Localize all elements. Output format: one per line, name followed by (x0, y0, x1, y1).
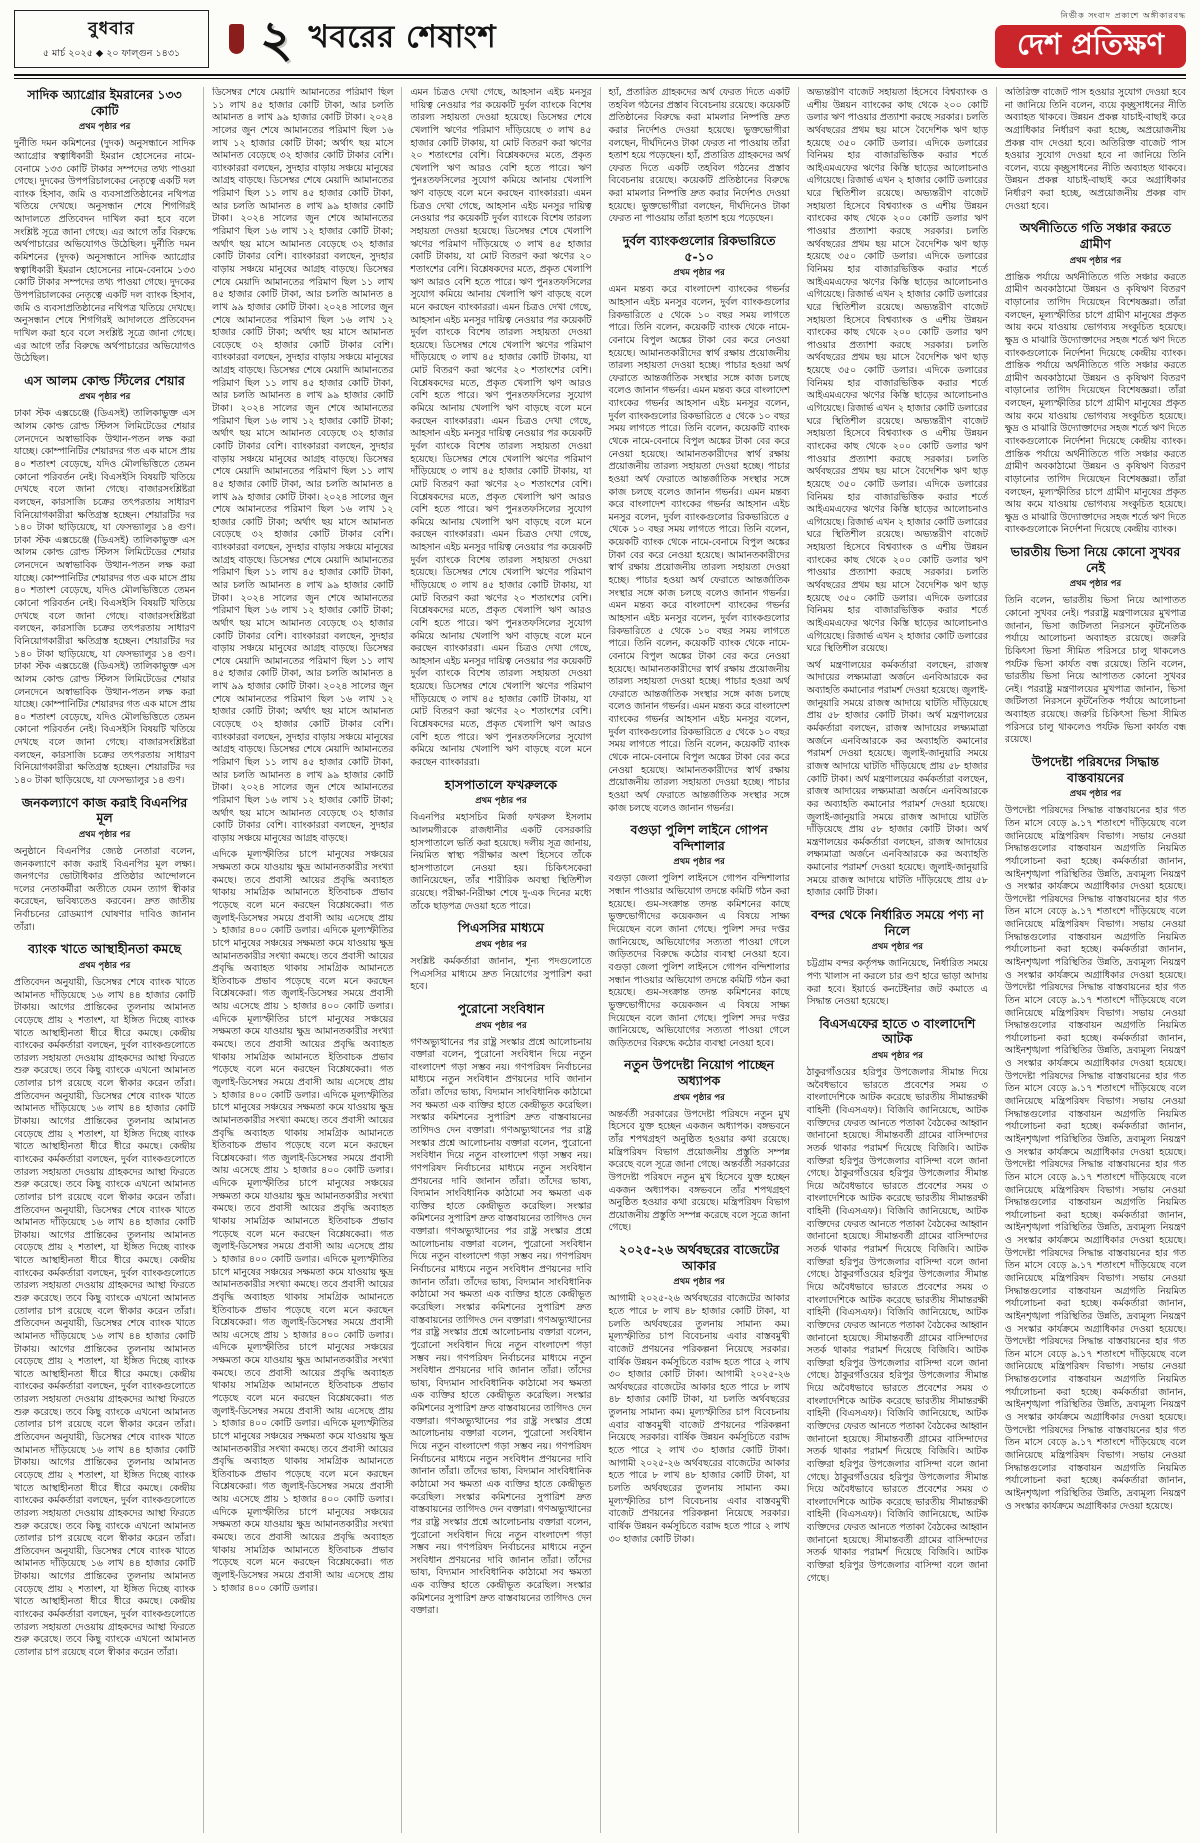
article-body: ঢাকা স্টক এক্সচেঞ্জে (ডিএসই) তালিকাভুক্ত এস আলম কোল্ড রোল্ড স্টিলস লিমিটেডের শেয়ার লেনদেনে অস্বাভাবিক উত্থান-পতন লক্ষ করা যাচ্ছে। কোম্পানিটির শেয়ারদর গত এক মাসে প্রায় ৪০ শতাংশ বেড়েছে, যদিও মৌলভিত্তিতে তেমন কোনো পরিবর্তন নেই। বিএসইসি বিষয়টি খতিয়ে দেখছে বলে জানা গেছে। বাজারসংশ্লিষ্টরা বলছেন, কারসাজি চক্রের তৎপরতায় সাধারণ বিনিয়োগকারীরা ক্ষতিগ্রস্ত হচ্ছেন। শেয়ারটির দর ১৪০ টাকা ছাড়িয়েছে, যা ফেসভ্যালুর ১৪ গুণ। ঢাকা স্টক এক্সচেঞ্জে (ডিএসই) তালিকাভুক্ত এস আলম কোল্ড রোল্ড স্টিলস লিমিটেডের শেয়ার লেনদেনে অস্বাভাবিক উত্থান-পতন লক্ষ করা যাচ্ছে। কোম্পানিটির শেয়ারদর গত এক মাসে প্রায় ৪০ শতাংশ বেড়েছে, যদিও মৌলভিত্তিতে তেমন কোনো পরিবর্তন নেই। বিএসইসি বিষয়টি খতিয়ে দেখছে বলে জানা গেছে। বাজারসংশ্লিষ্টরা বলছেন, কারসাজি চক্রের তৎপরতায় সাধারণ বিনিয়োগকারীরা ক্ষতিগ্রস্ত হচ্ছেন। শেয়ারটির দর ১৪০ টাকা ছাড়িয়েছে, যা ফেসভ্যালুর ১৪ গুণ। ঢাকা স্টক এক্সচেঞ্জে (ডিএসই) তালিকাভুক্ত এস আলম কোল্ড রোল্ড স্টিলস লিমিটেডের শেয়ার লেনদেনে অস্বাভাবিক উত্থান-পতন লক্ষ করা যাচ্ছে। কোম্পানিটির শেয়ারদর গত এক মাসে প্রায় ৪০ শতাংশ বেড়েছে, যদিও মৌলভিত্তিতে তেমন কোনো পরিবর্তন নেই। বিএসইসি বিষয়টি খতিয়ে দেখছে বলে জানা গেছে। বাজারসংশ্লিষ্টরা বলছেন, কারসাজি চক্রের তৎপরতায় সাধারণ বিনিয়োগকারীরা ক্ষতিগ্রস্ত হচ্ছেন। শেয়ারটির দর ১৪০ টাকা ছাড়িয়েছে, যা ফেসভ্যালুর ১৪ গুণ। (14, 408, 196, 786)
article (807, 1016, 988, 1586)
article (14, 87, 195, 366)
page-header (14, 10, 1186, 68)
article-headline: জনকল্যাণে কাজ করাই বিএনপির মূল (21, 794, 188, 826)
continued-from-label: প্রথম পৃষ্ঠার পর (1069, 255, 1122, 266)
article-headline: ভারতীয় ভিসা নিয়ে কোনো সুখবর নেই (1010, 544, 1181, 575)
continued-from-label: প্রথম পৃষ্ঠার পর (78, 829, 131, 840)
article-body: তিনি বলেন, ভারতীয় ভিসা নিয়ে আপাতত কোনো সুখবর নেই। পররাষ্ট্র মন্ত্রণালয়ের মুখপাত্র জানান, ভিসা জটিলতা নিরসনে কূটনৈতিক পর্যায়ে আলোচনা অব্যাহত রয়েছে। জরুরি চিকিৎসা ভিসা সীমিত পরিসরে চালু থাকলেও পর্যটক ভিসা কার্যত বন্ধ রয়েছে। তিনি বলেন, ভারতীয় ভিসা নিয়ে আপাতত কোনো সুখবর নেই। পররাষ্ট্র মন্ত্রণালয়ের মুখপাত্র জানান, ভিসা জটিলতা নিরসনে কূটনৈতিক পর্যায়ে আলোচনা অব্যাহত রয়েছে। জরুরি চিকিৎসা ভিসা সীমিত পরিসরে চালু থাকলেও পর্যটক ভিসা কার্যত বন্ধ রয়েছে। (1004, 595, 1186, 746)
ornament-icon (229, 24, 244, 54)
continued-from-label: প্রথম পৃষ্ঠার পর (673, 268, 725, 279)
article-headline: বিএসএফের হাতে ৩ বাংলাদেশি আটক (819, 1015, 976, 1047)
article-body: অতিরিক্ত বাজেট পাস হওয়ার সুযোগ দেওয়া হবে না জানিয়ে তিনি বলেন, ব্যয়ে কৃচ্ছ্রসাধনের নীতি অব্যাহত থাকবে। উন্নয়ন প্রকল্প যাচাই-বাছাই করে অগ্রাধিকার নির্ধারণ করা হচ্ছে, অপ্রয়োজনীয় প্রকল্প বাদ দেওয়া হবে। অতিরিক্ত বাজেট পাস হওয়ার সুযোগ দেওয়া হবে না জানিয়ে তিনি বলেন, ব্যয়ে কৃচ্ছ্রসাধনের নীতি অব্যাহত থাকবে। উন্নয়ন প্রকল্প যাচাই-বাছাই করে অগ্রাধিকার নির্ধারণ করা হচ্ছে, অপ্রয়োজনীয় প্রকল্প বাদ দেওয়া হবে। (1004, 87, 1186, 212)
masthead-tagline: নির্ভীক সংবাদ প্রকাশে অঙ্গীকারবদ্ধ (1060, 10, 1186, 20)
article (410, 1001, 591, 1618)
article (609, 822, 790, 1050)
article-body: বগুড়া জেলা পুলিশ লাইনসে গোপন বন্দিশালার সন্ধান পাওয়ার অভিযোগ তদন্তে কমিটি গঠন করা হয়েছে। গুম-সংক্রান্ত তদন্ত কমিশনের কাছে ভুক্তভোগীদের কয়েকজন এ বিষয়ে সাক্ষ্য দিয়েছেন বলে জানা গেছে। পুলিশ সদর দপ্তর জানিয়েছে, অভিযোগের সত্যতা পাওয়া গেলে জড়িতদের বিরুদ্ধে কঠোর ব্যবস্থা নেওয়া হবে। বগুড়া জেলা পুলিশ লাইনসে গোপন বন্দিশালার সন্ধান পাওয়ার অভিযোগ তদন্তে কমিটি গঠন করা হয়েছে। গুম-সংক্রান্ত তদন্ত কমিশনের কাছে ভুক্তভোগীদের কয়েকজন এ বিষয়ে সাক্ষ্য দিয়েছেন বলে জানা গেছে। পুলিশ সদর দপ্তর জানিয়েছে, অভিযোগের সত্যতা পাওয়া গেলে জড়িতদের বিরুদ্ধে কঠোর ব্যবস্থা নেওয়া হবে। (608, 873, 790, 1049)
news-column (14, 87, 203, 1833)
article-body: আগামী ২০২৫-২৬ অর্থবছরের বাজেটের আকার হতে পারে ৮ লাখ ৪৮ হাজার কোটি টাকা, যা চলতি অর্থবছরের তুলনায় সামান্য কম। মূল্যস্ফীতির চাপ বিবেচনায় এবার বাস্তবমুখী বাজেট প্রণয়নের পরিকল্পনা নিয়েছে সরকার। বার্ষিক উন্নয়ন কর্মসূচিতে বরাদ্দ হতে পারে ২ লাখ ৩০ হাজার কোটি টাকা। আগামী ২০২৫-২৬ অর্থবছরের বাজেটের আকার হতে পারে ৮ লাখ ৪৮ হাজার কোটি টাকা, যা চলতি অর্থবছরের তুলনায় সামান্য কম। মূল্যস্ফীতির চাপ বিবেচনায় এবার বাস্তবমুখী বাজেট প্রণয়নের পরিকল্পনা নিয়েছে সরকার। বার্ষিক উন্নয়ন কর্মসূচিতে বরাদ্দ হতে পারে ২ লাখ ৩০ হাজার কোটি টাকা। আগামী ২০২৫-২৬ অর্থবছরের বাজেটের আকার হতে পারে ৮ লাখ ৪৮ হাজার কোটি টাকা, যা চলতি অর্থবছরের তুলনায় সামান্য কম। মূল্যস্ফীতির চাপ বিবেচনায় এবার বাস্তবমুখী বাজেট প্রণয়নের পরিকল্পনা নিয়েছে সরকার। বার্ষিক উন্নয়ন কর্মসূচিতে বরাদ্দ হতে পারে ২ লাখ ৩০ হাজার কোটি টাকা। (608, 1293, 790, 1545)
continued-from-label: প্রথম পৃষ্ঠার পর (871, 1051, 923, 1062)
continued-from-label: প্রথম পৃষ্ঠার পর (78, 392, 131, 403)
article (807, 907, 988, 1009)
article-body: গণঅভ্যুত্থানের পর রাষ্ট্র সংস্কার প্রশ্নে আলোচনায় বক্তারা বলেন, পুরোনো সংবিধান দিয়ে নতুন বাংলাদেশ গড়া সম্ভব নয়। গণপরিষদ নির্বাচনের মাধ্যমে নতুন সংবিধান প্রণয়নের দাবি জানান তাঁরা। তাঁদের ভাষ্য, বিদ্যমান সাংবিধানিক কাঠামো সব ক্ষমতা এক ব্যক্তির হাতে কেন্দ্রীভূত করেছিল। সংস্কার কমিশনের সুপারিশ দ্রুত বাস্তবায়নের তাগিদও দেন বক্তারা। গণঅভ্যুত্থানের পর রাষ্ট্র সংস্কার প্রশ্নে আলোচনায় বক্তারা বলেন, পুরোনো সংবিধান দিয়ে নতুন বাংলাদেশ গড়া সম্ভব নয়। গণপরিষদ নির্বাচনের মাধ্যমে নতুন সংবিধান প্রণয়নের দাবি জানান তাঁরা। তাঁদের ভাষ্য, বিদ্যমান সাংবিধানিক কাঠামো সব ক্ষমতা এক ব্যক্তির হাতে কেন্দ্রীভূত করেছিল। সংস্কার কমিশনের সুপারিশ দ্রুত বাস্তবায়নের তাগিদও দেন বক্তারা। গণঅভ্যুত্থানের পর রাষ্ট্র সংস্কার প্রশ্নে আলোচনায় বক্তারা বলেন, পুরোনো সংবিধান দিয়ে নতুন বাংলাদেশ গড়া সম্ভব নয়। গণপরিষদ নির্বাচনের মাধ্যমে নতুন সংবিধান প্রণয়নের দাবি জানান তাঁরা। তাঁদের ভাষ্য, বিদ্যমান সাংবিধানিক কাঠামো সব ক্ষমতা এক ব্যক্তির হাতে কেন্দ্রীভূত করেছিল। সংস্কার কমিশনের সুপারিশ দ্রুত বাস্তবায়নের তাগিদও দেন বক্তারা। গণঅভ্যুত্থানের পর রাষ্ট্র সংস্কার প্রশ্নে আলোচনায় বক্তারা বলেন, পুরোনো সংবিধান দিয়ে নতুন বাংলাদেশ গড়া সম্ভব নয়। গণপরিষদ নির্বাচনের মাধ্যমে নতুন সংবিধান প্রণয়নের দাবি জানান তাঁরা। তাঁদের ভাষ্য, বিদ্যমান সাংবিধানিক কাঠামো সব ক্ষমতা এক ব্যক্তির হাতে কেন্দ্রীভূত করেছিল। সংস্কার কমিশনের সুপারিশ দ্রুত বাস্তবায়নের তাগিদও দেন বক্তারা। গণঅভ্যুত্থানের পর রাষ্ট্র সংস্কার প্রশ্নে আলোচনায় বক্তারা বলেন, পুরোনো সংবিধান দিয়ে নতুন বাংলাদেশ গড়া সম্ভব নয়। গণপরিষদ নির্বাচনের মাধ্যমে নতুন সংবিধান প্রণয়নের দাবি জানান তাঁরা। তাঁদের ভাষ্য, বিদ্যমান সাংবিধানিক কাঠামো সব ক্ষমতা এক ব্যক্তির হাতে কেন্দ্রীভূত করেছিল। সংস্কার কমিশনের সুপারিশ দ্রুত বাস্তবায়নের তাগিদও দেন বক্তারা। গণঅভ্যুত্থানের পর রাষ্ট্র সংস্কার প্রশ্নে আলোচনায় বক্তারা বলেন, পুরোনো সংবিধান দিয়ে নতুন বাংলাদেশ গড়া সম্ভব নয়। গণপরিষদ নির্বাচনের মাধ্যমে নতুন সংবিধান প্রণয়নের দাবি জানান তাঁরা। তাঁদের ভাষ্য, বিদ্যমান সাংবিধানিক কাঠামো সব ক্ষমতা এক ব্যক্তির হাতে কেন্দ্রীভূত করেছিল। সংস্কার কমিশনের সুপারিশ দ্রুত বাস্তবায়নের তাগিদও দেন বক্তারা। (410, 1036, 592, 1617)
article-body: এমন চিত্রও দেখা গেছে, আহসান এইচ মনসুর দায়িত্ব নেওয়ার পর কয়েকটি দুর্বল ব্যাংকে বিশেষ তারল্য সহায়তা দেওয়া হয়েছে। ডিসেম্বর শেষে খেলাপি ঋণের পরিমাণ দাঁড়িয়েছে ৩ লাখ ৪৫ হাজার কোটি টাকায়, যা মোট বিতরণ করা ঋণের ২০ শতাংশের বেশি। বিশ্লেষকদের মতে, প্রকৃত খেলাপি ঋণ আরও বেশি হতে পারে। ঋণ পুনঃতফসিলের সুযোগ কমিয়ে আনায় খেলাপি ঋণ বাড়ছে বলে মনে করছেন ব্যাংকাররা। এমন চিত্রও দেখা গেছে, আহসান এইচ মনসুর দায়িত্ব নেওয়ার পর কয়েকটি দুর্বল ব্যাংকে বিশেষ তারল্য সহায়তা দেওয়া হয়েছে। ডিসেম্বর শেষে খেলাপি ঋণের পরিমাণ দাঁড়িয়েছে ৩ লাখ ৪৫ হাজার কোটি টাকায়, যা মোট বিতরণ করা ঋণের ২০ শতাংশের বেশি। বিশ্লেষকদের মতে, প্রকৃত খেলাপি ঋণ আরও বেশি হতে পারে। ঋণ পুনঃতফসিলের সুযোগ কমিয়ে আনায় খেলাপি ঋণ বাড়ছে বলে মনে করছেন ব্যাংকাররা। এমন চিত্রও দেখা গেছে, আহসান এইচ মনসুর দায়িত্ব নেওয়ার পর কয়েকটি দুর্বল ব্যাংকে বিশেষ তারল্য সহায়তা দেওয়া হয়েছে। ডিসেম্বর শেষে খেলাপি ঋণের পরিমাণ দাঁড়িয়েছে ৩ লাখ ৪৫ হাজার কোটি টাকায়, যা মোট বিতরণ করা ঋণের ২০ শতাংশের বেশি। বিশ্লেষকদের মতে, প্রকৃত খেলাপি ঋণ আরও বেশি হতে পারে। ঋণ পুনঃতফসিলের সুযোগ কমিয়ে আনায় খেলাপি ঋণ বাড়ছে বলে মনে করছেন ব্যাংকাররা। এমন চিত্রও দেখা গেছে, আহসান এইচ মনসুর দায়িত্ব নেওয়ার পর কয়েকটি দুর্বল ব্যাংকে বিশেষ তারল্য সহায়তা দেওয়া হয়েছে। ডিসেম্বর শেষে খেলাপি ঋণের পরিমাণ দাঁড়িয়েছে ৩ লাখ ৪৫ হাজার কোটি টাকায়, যা মোট বিতরণ করা ঋণের ২০ শতাংশের বেশি। বিশ্লেষকদের মতে, প্রকৃত খেলাপি ঋণ আরও বেশি হতে পারে। ঋণ পুনঃতফসিলের সুযোগ কমিয়ে আনায় খেলাপি ঋণ বাড়ছে বলে মনে করছেন ব্যাংকাররা। এমন চিত্রও দেখা গেছে, আহসান এইচ মনসুর দায়িত্ব নেওয়ার পর কয়েকটি দুর্বল ব্যাংকে বিশেষ তারল্য সহায়তা দেওয়া হয়েছে। ডিসেম্বর শেষে খেলাপি ঋণের পরিমাণ দাঁড়িয়েছে ৩ লাখ ৪৫ হাজার কোটি টাকায়, যা মোট বিতরণ করা ঋণের ২০ শতাংশের বেশি। বিশ্লেষকদের মতে, প্রকৃত খেলাপি ঋণ আরও বেশি হতে পারে। ঋণ পুনঃতফসিলের সুযোগ কমিয়ে আনায় খেলাপি ঋণ বাড়ছে বলে মনে করছেন ব্যাংকাররা। এমন চিত্রও দেখা গেছে, আহসান এইচ মনসুর দায়িত্ব নেওয়ার পর কয়েকটি দুর্বল ব্যাংকে বিশেষ তারল্য সহায়তা দেওয়া হয়েছে। ডিসেম্বর শেষে খেলাপি ঋণের পরিমাণ দাঁড়িয়েছে ৩ লাখ ৪৫ হাজার কোটি টাকায়, যা মোট বিতরণ করা ঋণের ২০ শতাংশের বেশি। বিশ্লেষকদের মতে, প্রকৃত খেলাপি ঋণ আরও বেশি হতে পারে। ঋণ পুনঃতফসিলের সুযোগ কমিয়ে আনায় খেলাপি ঋণ বাড়ছে বলে মনে করছেন ব্যাংকাররা। (410, 87, 592, 768)
header-rule (14, 74, 1186, 79)
article (609, 233, 790, 815)
article-continuation (410, 87, 591, 770)
article-headline: বন্দর থেকে নির্ধারিত সময়ে পণ্য না নিলে (811, 907, 984, 938)
continued-from-label: প্রথম পৃষ্ঠার পর (673, 1277, 725, 1288)
article-body: প্রতিবেদন অনুযায়ী, ডিসেম্বর শেষে ব্যাংক খাতে আমানত দাঁড়িয়েছে ১৬ লাখ ৪৪ হাজার কোটি টাকায়। আগের প্রান্তিকের তুলনায় আমানত বেড়েছে প্রায় ২ শতাংশ, যা ইঙ্গিত দিচ্ছে ব্যাংক খাতে আস্থাহীনতা ধীরে ধীরে কমছে। কেন্দ্রীয় ব্যাংকের কর্মকর্তারা বলছেন, দুর্বল ব্যাংকগুলোতে তারল্য সহায়তা দেওয়ায় গ্রাহকদের আস্থা ফিরতে শুরু করেছে। তবে কিছু ব্যাংকে এখনো আমানত তোলার চাপ রয়েছে বলে স্বীকার করেন তাঁরা। প্রতিবেদন অনুযায়ী, ডিসেম্বর শেষে ব্যাংক খাতে আমানত দাঁড়িয়েছে ১৬ লাখ ৪৪ হাজার কোটি টাকায়। আগের প্রান্তিকের তুলনায় আমানত বেড়েছে প্রায় ২ শতাংশ, যা ইঙ্গিত দিচ্ছে ব্যাংক খাতে আস্থাহীনতা ধীরে ধীরে কমছে। কেন্দ্রীয় ব্যাংকের কর্মকর্তারা বলছেন, দুর্বল ব্যাংকগুলোতে তারল্য সহায়তা দেওয়ায় গ্রাহকদের আস্থা ফিরতে শুরু করেছে। তবে কিছু ব্যাংকে এখনো আমানত তোলার চাপ রয়েছে বলে স্বীকার করেন তাঁরা। প্রতিবেদন অনুযায়ী, ডিসেম্বর শেষে ব্যাংক খাতে আমানত দাঁড়িয়েছে ১৬ লাখ ৪৪ হাজার কোটি টাকায়। আগের প্রান্তিকের তুলনায় আমানত বেড়েছে প্রায় ২ শতাংশ, যা ইঙ্গিত দিচ্ছে ব্যাংক খাতে আস্থাহীনতা ধীরে ধীরে কমছে। কেন্দ্রীয় ব্যাংকের কর্মকর্তারা বলছেন, দুর্বল ব্যাংকগুলোতে তারল্য সহায়তা দেওয়ায় গ্রাহকদের আস্থা ফিরতে শুরু করেছে। তবে কিছু ব্যাংকে এখনো আমানত তোলার চাপ রয়েছে বলে স্বীকার করেন তাঁরা। প্রতিবেদন অনুযায়ী, ডিসেম্বর শেষে ব্যাংক খাতে আমানত দাঁড়িয়েছে ১৬ লাখ ৪৪ হাজার কোটি টাকায়। আগের প্রান্তিকের তুলনায় আমানত বেড়েছে প্রায় ২ শতাংশ, যা ইঙ্গিত দিচ্ছে ব্যাংক খাতে আস্থাহীনতা ধীরে ধীরে কমছে। কেন্দ্রীয় ব্যাংকের কর্মকর্তারা বলছেন, দুর্বল ব্যাংকগুলোতে তারল্য সহায়তা দেওয়ায় গ্রাহকদের আস্থা ফিরতে শুরু করেছে। তবে কিছু ব্যাংকে এখনো আমানত তোলার চাপ রয়েছে বলে স্বীকার করেন তাঁরা। প্রতিবেদন অনুযায়ী, ডিসেম্বর শেষে ব্যাংক খাতে আমানত দাঁড়িয়েছে ১৬ লাখ ৪৪ হাজার কোটি টাকায়। আগের প্রান্তিকের তুলনায় আমানত বেড়েছে প্রায় ২ শতাংশ, যা ইঙ্গিত দিচ্ছে ব্যাংক খাতে আস্থাহীনতা ধীরে ধীরে কমছে। কেন্দ্রীয় ব্যাংকের কর্মকর্তারা বলছেন, দুর্বল ব্যাংকগুলোতে তারল্য সহায়তা দেওয়ায় গ্রাহকদের আস্থা ফিরতে শুরু করেছে। তবে কিছু ব্যাংকে এখনো আমানত তোলার চাপ রয়েছে বলে স্বীকার করেন তাঁরা। প্রতিবেদন অনুযায়ী, ডিসেম্বর শেষে ব্যাংক খাতে আমানত দাঁড়িয়েছে ১৬ লাখ ৪৪ হাজার কোটি টাকায়। আগের প্রান্তিকের তুলনায় আমানত বেড়েছে প্রায় ২ শতাংশ, যা ইঙ্গিত দিচ্ছে ব্যাংক খাতে আস্থাহীনতা ধীরে ধীরে কমছে। কেন্দ্রীয় ব্যাংকের কর্মকর্তারা বলছেন, দুর্বল ব্যাংকগুলোতে তারল্য সহায়তা দেওয়ায় গ্রাহকদের আস্থা ফিরতে শুরু করেছে। তবে কিছু ব্যাংকে এখনো আমানত তোলার চাপ রয়েছে বলে স্বীকার করেন তাঁরা। (14, 976, 196, 1658)
article-body: সংশ্লিষ্ট কর্মকর্তারা জানান, শূন্য পদগুলোতে পিএসসির মাধ্যমে দ্রুত নিয়োগের সুপারিশ করা হবে। (410, 955, 592, 993)
continued-from-label: প্রথম পৃষ্ঠার পর (78, 122, 131, 133)
article-headline: ২০২৫-২৬ অর্থবছরের বাজেটের আকার (618, 1242, 780, 1273)
article-body: এমন মন্তব্য করে বাংলাদেশ ব্যাংকের গভর্নর আহসান এইচ মনসুর বলেন, দুর্বল ব্যাংকগুলোর রিকভারিতে ৫ থেকে ১০ বছর সময় লাগতে পারে। তিনি বলেন, কয়েকটি ব্যাংক থেকে নামে-বেনামে বিপুল অঙ্কের টাকা বের করে নেওয়া হয়েছে। আমানতকারীদের স্বার্থ রক্ষায় প্রয়োজনীয় তারল্য সহায়তা দেওয়া হচ্ছে। পাচার হওয়া অর্থ ফেরাতে আন্তর্জাতিক সংস্থার সঙ্গে কাজ চলছে বলেও জানান গভর্নর। এমন মন্তব্য করে বাংলাদেশ ব্যাংকের গভর্নর আহসান এইচ মনসুর বলেন, দুর্বল ব্যাংকগুলোর রিকভারিতে ৫ থেকে ১০ বছর সময় লাগতে পারে। তিনি বলেন, কয়েকটি ব্যাংক থেকে নামে-বেনামে বিপুল অঙ্কের টাকা বের করে নেওয়া হয়েছে। আমানতকারীদের স্বার্থ রক্ষায় প্রয়োজনীয় তারল্য সহায়তা দেওয়া হচ্ছে। পাচার হওয়া অর্থ ফেরাতে আন্তর্জাতিক সংস্থার সঙ্গে কাজ চলছে বলেও জানান গভর্নর। এমন মন্তব্য করে বাংলাদেশ ব্যাংকের গভর্নর আহসান এইচ মনসুর বলেন, দুর্বল ব্যাংকগুলোর রিকভারিতে ৫ থেকে ১০ বছর সময় লাগতে পারে। তিনি বলেন, কয়েকটি ব্যাংক থেকে নামে-বেনামে বিপুল অঙ্কের টাকা বের করে নেওয়া হয়েছে। আমানতকারীদের স্বার্থ রক্ষায় প্রয়োজনীয় তারল্য সহায়তা দেওয়া হচ্ছে। পাচার হওয়া অর্থ ফেরাতে আন্তর্জাতিক সংস্থার সঙ্গে কাজ চলছে বলেও জানান গভর্নর। এমন মন্তব্য করে বাংলাদেশ ব্যাংকের গভর্নর আহসান এইচ মনসুর বলেন, দুর্বল ব্যাংকগুলোর রিকভারিতে ৫ থেকে ১০ বছর সময় লাগতে পারে। তিনি বলেন, কয়েকটি ব্যাংক থেকে নামে-বেনামে বিপুল অঙ্কের টাকা বের করে নেওয়া হয়েছে। আমানতকারীদের স্বার্থ রক্ষায় প্রয়োজনীয় তারল্য সহায়তা দেওয়া হচ্ছে। পাচার হওয়া অর্থ ফেরাতে আন্তর্জাতিক সংস্থার সঙ্গে কাজ চলছে বলেও জানান গভর্নর। এমন মন্তব্য করে বাংলাদেশ ব্যাংকের গভর্নর আহসান এইচ মনসুর বলেন, দুর্বল ব্যাংকগুলোর রিকভারিতে ৫ থেকে ১০ বছর সময় লাগতে পারে। তিনি বলেন, কয়েকটি ব্যাংক থেকে নামে-বেনামে বিপুল অঙ্কের টাকা বের করে নেওয়া হয়েছে। আমানতকারীদের স্বার্থ রক্ষায় প্রয়োজনীয় তারল্য সহায়তা দেওয়া হচ্ছে। পাচার হওয়া অর্থ ফেরাতে আন্তর্জাতিক সংস্থার সঙ্গে কাজ চলছে বলেও জানান গভর্নর। (608, 284, 790, 814)
article-headline: পিএসসির মাধ্যমে (457, 920, 544, 936)
news-column (401, 87, 599, 1833)
article-body: অনুষ্ঠানে বিএনপির জ্যেষ্ঠ নেতারা বলেন, জনকল্যাণে কাজ করাই বিএনপির মূল লক্ষ্য। জনগণের ভোটাধিকার প্রতিষ্ঠার আন্দোলনে দলের নেতাকর্মীরা অতীতে যেমন ত্যাগ স্বীকার করেছেন, ভবিষ্যতেও করবেন। দ্রুত জাতীয় নির্বাচনের রোডম্যাপ ঘোষণার দাবিও জানান তাঁরা। (14, 845, 196, 933)
news-column (996, 87, 1186, 1833)
article-headline: নতুন উপদেষ্টা নিয়োগ পাচ্ছেন অধ্যাপক (624, 1057, 775, 1089)
article (14, 373, 195, 788)
continued-from-label: প্রথম পৃষ্ঠার পর (673, 857, 725, 868)
article (14, 941, 195, 1659)
article-headline: হাসপাতালে ফখরুলকে (444, 776, 558, 792)
article (1005, 220, 1186, 537)
article-body: প্রান্তিক পর্যায়ে অর্থনীতিতে গতি সঞ্চার করতে গ্রামীণ অবকাঠামো উন্নয়ন ও কৃষিঋণ বিতরণ বাড়ানোর তাগিদ দিয়েছেন বিশেষজ্ঞরা। তাঁরা বলছেন, মূল্যস্ফীতির চাপে গ্রামীণ মানুষের প্রকৃত আয় কমে যাওয়ায় ভোগব্যয় সংকুচিত হয়েছে। ক্ষুদ্র ও মাঝারি উদ্যোক্তাদের সহজ শর্তে ঋণ দিতে ব্যাংকগুলোকে নির্দেশনা দিয়েছে কেন্দ্রীয় ব্যাংক। প্রান্তিক পর্যায়ে অর্থনীতিতে গতি সঞ্চার করতে গ্রামীণ অবকাঠামো উন্নয়ন ও কৃষিঋণ বিতরণ বাড়ানোর তাগিদ দিয়েছেন বিশেষজ্ঞরা। তাঁরা বলছেন, মূল্যস্ফীতির চাপে গ্রামীণ মানুষের প্রকৃত আয় কমে যাওয়ায় ভোগব্যয় সংকুচিত হয়েছে। ক্ষুদ্র ও মাঝারি উদ্যোক্তাদের সহজ শর্তে ঋণ দিতে ব্যাংকগুলোকে নির্দেশনা দিয়েছে কেন্দ্রীয় ব্যাংক। প্রান্তিক পর্যায়ে অর্থনীতিতে গতি সঞ্চার করতে গ্রামীণ অবকাঠামো উন্নয়ন ও কৃষিঋণ বিতরণ বাড়ানোর তাগিদ দিয়েছেন বিশেষজ্ঞরা। তাঁরা বলছেন, মূল্যস্ফীতির চাপে গ্রামীণ মানুষের প্রকৃত আয় কমে যাওয়ায় ভোগব্যয় সংকুচিত হয়েছে। ক্ষুদ্র ও মাঝারি উদ্যোক্তাদের সহজ শর্তে ঋণ দিতে ব্যাংকগুলোকে নির্দেশনা দিয়েছে কেন্দ্রীয় ব্যাংক। (1004, 271, 1186, 536)
article-body: ঠাকুরগাঁওয়ের হরিপুর উপজেলার সীমান্ত দিয়ে অবৈধভাবে ভারতে প্রবেশের সময় ৩ বাংলাদেশিকে আটক করেছে ভারতীয় সীমান্তরক্ষী বাহিনী (বিএসএফ)। বিজিবি জানিয়েছে, আটক ব্যক্তিদের ফেরত আনতে পতাকা বৈঠকের আহ্বান জানানো হয়েছে। সীমান্তবর্তী গ্রামের বাসিন্দাদের সতর্ক থাকার পরামর্শ দিয়েছে বিজিবি। আটক ব্যক্তিরা হরিপুর উপজেলার বাসিন্দা বলে জানা গেছে। ঠাকুরগাঁওয়ের হরিপুর উপজেলার সীমান্ত দিয়ে অবৈধভাবে ভারতে প্রবেশের সময় ৩ বাংলাদেশিকে আটক করেছে ভারতীয় সীমান্তরক্ষী বাহিনী (বিএসএফ)। বিজিবি জানিয়েছে, আটক ব্যক্তিদের ফেরত আনতে পতাকা বৈঠকের আহ্বান জানানো হয়েছে। সীমান্তবর্তী গ্রামের বাসিন্দাদের সতর্ক থাকার পরামর্শ দিয়েছে বিজিবি। আটক ব্যক্তিরা হরিপুর উপজেলার বাসিন্দা বলে জানা গেছে। ঠাকুরগাঁওয়ের হরিপুর উপজেলার সীমান্ত দিয়ে অবৈধভাবে ভারতে প্রবেশের সময় ৩ বাংলাদেশিকে আটক করেছে ভারতীয় সীমান্তরক্ষী বাহিনী (বিএসএফ)। বিজিবি জানিয়েছে, আটক ব্যক্তিদের ফেরত আনতে পতাকা বৈঠকের আহ্বান জানানো হয়েছে। সীমান্তবর্তী গ্রামের বাসিন্দাদের সতর্ক থাকার পরামর্শ দিয়েছে বিজিবি। আটক ব্যক্তিরা হরিপুর উপজেলার বাসিন্দা বলে জানা গেছে। ঠাকুরগাঁওয়ের হরিপুর উপজেলার সীমান্ত দিয়ে অবৈধভাবে ভারতে প্রবেশের সময় ৩ বাংলাদেশিকে আটক করেছে ভারতীয় সীমান্তরক্ষী বাহিনী (বিএসএফ)। বিজিবি জানিয়েছে, আটক ব্যক্তিদের ফেরত আনতে পতাকা বৈঠকের আহ্বান জানানো হয়েছে। সীমান্তবর্তী গ্রামের বাসিন্দাদের সতর্ক থাকার পরামর্শ দিয়েছে বিজিবি। আটক ব্যক্তিরা হরিপুর উপজেলার বাসিন্দা বলে জানা গেছে। ঠাকুরগাঁওয়ের হরিপুর উপজেলার সীমান্ত দিয়ে অবৈধভাবে ভারতে প্রবেশের সময় ৩ বাংলাদেশিকে আটক করেছে ভারতীয় সীমান্তরক্ষী বাহিনী (বিএসএফ)। বিজিবি জানিয়েছে, আটক ব্যক্তিদের ফেরত আনতে পতাকা বৈঠকের আহ্বান জানানো হয়েছে। সীমান্তবর্তী গ্রামের বাসিন্দাদের সতর্ক থাকার পরামর্শ দিয়েছে বিজিবি। আটক ব্যক্তিরা হরিপুর উপজেলার বাসিন্দা বলে জানা গেছে। (806, 1067, 988, 1584)
article-headline: এস আলম কোল্ড স্টিলের শেয়ার (24, 372, 185, 388)
article (1005, 544, 1186, 747)
section-title: খবরের শেষাংশ (308, 19, 497, 55)
article-body: উপদেষ্টা পরিষদের সিদ্ধান্ত বাস্তবায়নের হার গত তিন মাসে বেড়ে ৯.১৭ শতাংশে দাঁড়িয়েছে বলে জানিয়েছে মন্ত্রিপরিষদ বিভাগ। সভায় নেওয়া সিদ্ধান্তগুলোর বাস্তবায়ন অগ্রগতি নিয়মিত পর্যালোচনা করা হচ্ছে। কর্মকর্তারা জানান, আইনশৃঙ্খলা পরিস্থিতির উন্নতি, দ্রব্যমূল্য নিয়ন্ত্রণ ও সংস্কার কার্যক্রমে অগ্রাধিকার দেওয়া হয়েছে। উপদেষ্টা পরিষদের সিদ্ধান্ত বাস্তবায়নের হার গত তিন মাসে বেড়ে ৯.১৭ শতাংশে দাঁড়িয়েছে বলে জানিয়েছে মন্ত্রিপরিষদ বিভাগ। সভায় নেওয়া সিদ্ধান্তগুলোর বাস্তবায়ন অগ্রগতি নিয়মিত পর্যালোচনা করা হচ্ছে। কর্মকর্তারা জানান, আইনশৃঙ্খলা পরিস্থিতির উন্নতি, দ্রব্যমূল্য নিয়ন্ত্রণ ও সংস্কার কার্যক্রমে অগ্রাধিকার দেওয়া হয়েছে। উপদেষ্টা পরিষদের সিদ্ধান্ত বাস্তবায়নের হার গত তিন মাসে বেড়ে ৯.১৭ শতাংশে দাঁড়িয়েছে বলে জানিয়েছে মন্ত্রিপরিষদ বিভাগ। সভায় নেওয়া সিদ্ধান্তগুলোর বাস্তবায়ন অগ্রগতি নিয়মিত পর্যালোচনা করা হচ্ছে। কর্মকর্তারা জানান, আইনশৃঙ্খলা পরিস্থিতির উন্নতি, দ্রব্যমূল্য নিয়ন্ত্রণ ও সংস্কার কার্যক্রমে অগ্রাধিকার দেওয়া হয়েছে। উপদেষ্টা পরিষদের সিদ্ধান্ত বাস্তবায়নের হার গত তিন মাসে বেড়ে ৯.১৭ শতাংশে দাঁড়িয়েছে বলে জানিয়েছে মন্ত্রিপরিষদ বিভাগ। সভায় নেওয়া সিদ্ধান্তগুলোর বাস্তবায়ন অগ্রগতি নিয়মিত পর্যালোচনা করা হচ্ছে। কর্মকর্তারা জানান, আইনশৃঙ্খলা পরিস্থিতির উন্নতি, দ্রব্যমূল্য নিয়ন্ত্রণ ও সংস্কার কার্যক্রমে অগ্রাধিকার দেওয়া হয়েছে। উপদেষ্টা পরিষদের সিদ্ধান্ত বাস্তবায়নের হার গত তিন মাসে বেড়ে ৯.১৭ শতাংশে দাঁড়িয়েছে বলে জানিয়েছে মন্ত্রিপরিষদ বিভাগ। সভায় নেওয়া সিদ্ধান্তগুলোর বাস্তবায়ন অগ্রগতি নিয়মিত পর্যালোচনা করা হচ্ছে। কর্মকর্তারা জানান, আইনশৃঙ্খলা পরিস্থিতির উন্নতি, দ্রব্যমূল্য নিয়ন্ত্রণ ও সংস্কার কার্যক্রমে অগ্রাধিকার দেওয়া হয়েছে। উপদেষ্টা পরিষদের সিদ্ধান্ত বাস্তবায়নের হার গত তিন মাসে বেড়ে ৯.১৭ শতাংশে দাঁড়িয়েছে বলে জানিয়েছে মন্ত্রিপরিষদ বিভাগ। সভায় নেওয়া সিদ্ধান্তগুলোর বাস্তবায়ন অগ্রগতি নিয়মিত পর্যালোচনা করা হচ্ছে। কর্মকর্তারা জানান, আইনশৃঙ্খলা পরিস্থিতির উন্নতি, দ্রব্যমূল্য নিয়ন্ত্রণ ও সংস্কার কার্যক্রমে অগ্রাধিকার দেওয়া হয়েছে। উপদেষ্টা পরিষদের সিদ্ধান্ত বাস্তবায়নের হার গত তিন মাসে বেড়ে ৯.১৭ শতাংশে দাঁড়িয়েছে বলে জানিয়েছে মন্ত্রিপরিষদ বিভাগ। সভায় নেওয়া সিদ্ধান্তগুলোর বাস্তবায়ন অগ্রগতি নিয়মিত পর্যালোচনা করা হচ্ছে। কর্মকর্তারা জানান, আইনশৃঙ্খলা পরিস্থিতির উন্নতি, দ্রব্যমূল্য নিয়ন্ত্রণ ও সংস্কার কার্যক্রমে অগ্রাধিকার দেওয়া হয়েছে। উপদেষ্টা পরিষদের সিদ্ধান্ত বাস্তবায়নের হার গত তিন মাসে বেড়ে ৯.১৭ শতাংশে দাঁড়িয়েছে বলে জানিয়েছে মন্ত্রিপরিষদ বিভাগ। সভায় নেওয়া সিদ্ধান্তগুলোর বাস্তবায়ন অগ্রগতি নিয়মিত পর্যালোচনা করা হচ্ছে। কর্মকর্তারা জানান, আইনশৃঙ্খলা পরিস্থিতির উন্নতি, দ্রব্যমূল্য নিয়ন্ত্রণ ও সংস্কার কার্যক্রমে অগ্রাধিকার দেওয়া হয়েছে। (1004, 805, 1186, 1512)
article-body: চট্টগ্রাম বন্দর কর্তৃপক্ষ জানিয়েছে, নির্ধারিত সময়ে পণ্য খালাস না করলে চার গুণ হারে ভাড়া আদায় করা হবে। ইয়ার্ডে কনটেইনার জট কমাতে এ সিদ্ধান্ত নেওয়া হয়েছে। (806, 958, 988, 1008)
article-body: অন্তর্বর্তী সরকারের উপদেষ্টা পরিষদে নতুন মুখ হিসেবে যুক্ত হচ্ছেন একজন অধ্যাপক। বঙ্গভবনে তাঁর শপথগ্রহণ অনুষ্ঠিত হওয়ার কথা রয়েছে। মন্ত্রিপরিষদ বিভাগ প্রয়োজনীয় প্রস্তুতি সম্পন্ন করেছে বলে সূত্রে জানা গেছে। অন্তর্বর্তী সরকারের উপদেষ্টা পরিষদে নতুন মুখ হিসেবে যুক্ত হচ্ছেন একজন অধ্যাপক। বঙ্গভবনে তাঁর শপথগ্রহণ অনুষ্ঠিত হওয়ার কথা রয়েছে। মন্ত্রিপরিষদ বিভাগ প্রয়োজনীয় প্রস্তুতি সম্পন্ন করেছে বলে সূত্রে জানা গেছে। (608, 1108, 790, 1234)
masthead: দেশ প্রতিক্ষণ (995, 25, 1186, 68)
article-body: অর্থ মন্ত্রণালয়ের কর্মকর্তারা বলছেন, রাজস্ব আদায়ের লক্ষ্যমাত্রা অর্জনে এনবিআরকে কর অব্যাহতি কমানোর পরামর্শ দেওয়া হয়েছে। জুলাই-জানুয়ারি সময়ে রাজস্ব আদায়ে ঘাটতি দাঁড়িয়েছে প্রায় ৫৮ হাজার কোটি টাকা। অর্থ মন্ত্রণালয়ের কর্মকর্তারা বলছেন, রাজস্ব আদায়ের লক্ষ্যমাত্রা অর্জনে এনবিআরকে কর অব্যাহতি কমানোর পরামর্শ দেওয়া হয়েছে। জুলাই-জানুয়ারি সময়ে রাজস্ব আদায়ে ঘাটতি দাঁড়িয়েছে প্রায় ৫৮ হাজার কোটি টাকা। অর্থ মন্ত্রণালয়ের কর্মকর্তারা বলছেন, রাজস্ব আদায়ের লক্ষ্যমাত্রা অর্জনে এনবিআরকে কর অব্যাহতি কমানোর পরামর্শ দেওয়া হয়েছে। জুলাই-জানুয়ারি সময়ে রাজস্ব আদায়ে ঘাটতি দাঁড়িয়েছে প্রায় ৫৮ হাজার কোটি টাকা। অর্থ মন্ত্রণালয়ের কর্মকর্তারা বলছেন, রাজস্ব আদায়ের লক্ষ্যমাত্রা অর্জনে এনবিআরকে কর অব্যাহতি কমানোর পরামর্শ দেওয়া হয়েছে। জুলাই-জানুয়ারি সময়ে রাজস্ব আদায়ে ঘাটতি দাঁড়িয়েছে প্রায় ৫৮ হাজার কোটি টাকা। (806, 659, 988, 899)
article-headline: উপদেষ্টা পরিষদের সিদ্ধান্ত বাস্তবায়নের (1031, 754, 1160, 785)
article-body: দুর্নীতি দমন কমিশনের (দুদক) অনুসন্ধানে সাদিক অ্যাগ্রোর স্বত্বাধিকারী ইমরান হোসেনের নামে-বেনামে ১৩৩ কোটি টাকার সম্পদের তথ্য পাওয়া গেছে। দুদকের উপপরিচালকের নেতৃত্বে একটি দল ব্যাংক হিসাব, জমি ও ব্যবসাপ্রতিষ্ঠানের নথিপত্র খতিয়ে দেখছে। অনুসন্ধান শেষে শিগগিরই আদালতে প্রতিবেদন দাখিল করা হবে বলে সংশ্লিষ্ট সূত্রে জানা গেছে। এর আগে তাঁর বিরুদ্ধে অর্থপাচারের অভিযোগও উঠেছিল। দুর্নীতি দমন কমিশনের (দুদক) অনুসন্ধানে সাদিক অ্যাগ্রোর স্বত্বাধিকারী ইমরান হোসেনের নামে-বেনামে ১৩৩ কোটি টাকার সম্পদের তথ্য পাওয়া গেছে। দুদকের উপপরিচালকের নেতৃত্বে একটি দল ব্যাংক হিসাব, জমি ও ব্যবসাপ্রতিষ্ঠানের নথিপত্র খতিয়ে দেখছে। অনুসন্ধান শেষে শিগগিরই আদালতে প্রতিবেদন দাখিল করা হবে বলে সংশ্লিষ্ট সূত্রে জানা গেছে। এর আগে তাঁর বিরুদ্ধে অর্থপাচারের অভিযোগও উঠেছিল। (14, 138, 196, 365)
continued-from-label: প্রথম পৃষ্ঠার পর (673, 1092, 725, 1103)
continued-from-label: প্রথম পৃষ্ঠার পর (871, 942, 923, 953)
article-continuation (212, 849, 393, 1595)
continued-from-label: প্রথম পৃষ্ঠার পর (475, 1020, 527, 1031)
article-continuation (807, 660, 988, 900)
article-continuation (1005, 87, 1186, 213)
article (1005, 754, 1186, 1513)
article (410, 777, 591, 914)
article-body: এদিকে মূল্যস্ফীতির চাপে মানুষের সঞ্চয়ের সক্ষমতা কমে যাওয়ায় ক্ষুদ্র আমানতকারীর সংখ্যা কমছে। তবে প্রবাসী আয়ের প্রবৃদ্ধি অব্যাহত থাকায় সামগ্রিক আমানতে ইতিবাচক প্রভাব পড়েছে বলে মনে করছেন বিশ্লেষকেরা। গত জুলাই-ডিসেম্বর সময়ে প্রবাসী আয় এসেছে প্রায় ১ হাজার ৪০০ কোটি ডলার। এদিকে মূল্যস্ফীতির চাপে মানুষের সঞ্চয়ের সক্ষমতা কমে যাওয়ায় ক্ষুদ্র আমানতকারীর সংখ্যা কমছে। তবে প্রবাসী আয়ের প্রবৃদ্ধি অব্যাহত থাকায় সামগ্রিক আমানতে ইতিবাচক প্রভাব পড়েছে বলে মনে করছেন বিশ্লেষকেরা। গত জুলাই-ডিসেম্বর সময়ে প্রবাসী আয় এসেছে প্রায় ১ হাজার ৪০০ কোটি ডলার। এদিকে মূল্যস্ফীতির চাপে মানুষের সঞ্চয়ের সক্ষমতা কমে যাওয়ায় ক্ষুদ্র আমানতকারীর সংখ্যা কমছে। তবে প্রবাসী আয়ের প্রবৃদ্ধি অব্যাহত থাকায় সামগ্রিক আমানতে ইতিবাচক প্রভাব পড়েছে বলে মনে করছেন বিশ্লেষকেরা। গত জুলাই-ডিসেম্বর সময়ে প্রবাসী আয় এসেছে প্রায় ১ হাজার ৪০০ কোটি ডলার। এদিকে মূল্যস্ফীতির চাপে মানুষের সঞ্চয়ের সক্ষমতা কমে যাওয়ায় ক্ষুদ্র আমানতকারীর সংখ্যা কমছে। তবে প্রবাসী আয়ের প্রবৃদ্ধি অব্যাহত থাকায় সামগ্রিক আমানতে ইতিবাচক প্রভাব পড়েছে বলে মনে করছেন বিশ্লেষকেরা। গত জুলাই-ডিসেম্বর সময়ে প্রবাসী আয় এসেছে প্রায় ১ হাজার ৪০০ কোটি ডলার। এদিকে মূল্যস্ফীতির চাপে মানুষের সঞ্চয়ের সক্ষমতা কমে যাওয়ায় ক্ষুদ্র আমানতকারীর সংখ্যা কমছে। তবে প্রবাসী আয়ের প্রবৃদ্ধি অব্যাহত থাকায় সামগ্রিক আমানতে ইতিবাচক প্রভাব পড়েছে বলে মনে করছেন বিশ্লেষকেরা। গত জুলাই-ডিসেম্বর সময়ে প্রবাসী আয় এসেছে প্রায় ১ হাজার ৪০০ কোটি ডলার। এদিকে মূল্যস্ফীতির চাপে মানুষের সঞ্চয়ের সক্ষমতা কমে যাওয়ায় ক্ষুদ্র আমানতকারীর সংখ্যা কমছে। তবে প্রবাসী আয়ের প্রবৃদ্ধি অব্যাহত থাকায় সামগ্রিক আমানতে ইতিবাচক প্রভাব পড়েছে বলে মনে করছেন বিশ্লেষকেরা। গত জুলাই-ডিসেম্বর সময়ে প্রবাসী আয় এসেছে প্রায় ১ হাজার ৪০০ কোটি ডলার। এদিকে মূল্যস্ফীতির চাপে মানুষের সঞ্চয়ের সক্ষমতা কমে যাওয়ায় ক্ষুদ্র আমানতকারীর সংখ্যা কমছে। তবে প্রবাসী আয়ের প্রবৃদ্ধি অব্যাহত থাকায় সামগ্রিক আমানতে ইতিবাচক প্রভাব পড়েছে বলে মনে করছেন বিশ্লেষকেরা। গত জুলাই-ডিসেম্বর সময়ে প্রবাসী আয় এসেছে প্রায় ১ হাজার ৪০০ কোটি ডলার। এদিকে মূল্যস্ফীতির চাপে মানুষের সঞ্চয়ের সক্ষমতা কমে যাওয়ায় ক্ষুদ্র আমানতকারীর সংখ্যা কমছে। তবে প্রবাসী আয়ের প্রবৃদ্ধি অব্যাহত থাকায় সামগ্রিক আমানতে ইতিবাচক প্রভাব পড়েছে বলে মনে করছেন বিশ্লেষকেরা। গত জুলাই-ডিসেম্বর সময়ে প্রবাসী আয় এসেছে প্রায় ১ হাজার ৪০০ কোটি ডলার। এদিকে মূল্যস্ফীতির চাপে মানুষের সঞ্চয়ের সক্ষমতা কমে যাওয়ায় ক্ষুদ্র আমানতকারীর সংখ্যা কমছে। তবে প্রবাসী আয়ের প্রবৃদ্ধি অব্যাহত থাকায় সামগ্রিক আমানতে ইতিবাচক প্রভাব পড়েছে বলে মনে করছেন বিশ্লেষকেরা। গত জুলাই-ডিসেম্বর সময়ে প্রবাসী আয় এসেছে প্রায় ১ হাজার ৪০০ কোটি ডলার। (212, 849, 394, 1594)
continued-from-label: প্রথম পৃষ্ঠার পর (475, 939, 527, 950)
news-column (798, 87, 996, 1833)
article-headline: অর্থনীতিতে গতি সঞ্চার করতে গ্রামীণ (1019, 220, 1172, 252)
article-continuation (212, 87, 393, 845)
article-continuation (609, 87, 790, 226)
news-column (203, 87, 401, 1833)
article-body: অভ্যন্তরীণ বাজেট সহায়তা হিসেবে বিশ্বব্যাংক ও এশীয় উন্নয়ন ব্যাংকের কাছ থেকে ২০০ কোটি ডলার ঋণ পাওয়ার প্রত্যাশা করছে সরকার। চলতি অর্থবছরের প্রথম ছয় মাসে বৈদেশিক ঋণ ছাড় হয়েছে ৩৫০ কোটি ডলার। এদিকে ডলারের বিনিময় হার বাজারভিত্তিক করার শর্তে আইএমএফের ঋণের কিস্তি ছাড়ের আলোচনাও এগিয়েছে। রিজার্ভ এখন ২ হাজার কোটি ডলারের ঘরে স্থিতিশীল রয়েছে। অভ্যন্তরীণ বাজেট সহায়তা হিসেবে বিশ্বব্যাংক ও এশীয় উন্নয়ন ব্যাংকের কাছ থেকে ২০০ কোটি ডলার ঋণ পাওয়ার প্রত্যাশা করছে সরকার। চলতি অর্থবছরের প্রথম ছয় মাসে বৈদেশিক ঋণ ছাড় হয়েছে ৩৫০ কোটি ডলার। এদিকে ডলারের বিনিময় হার বাজারভিত্তিক করার শর্তে আইএমএফের ঋণের কিস্তি ছাড়ের আলোচনাও এগিয়েছে। রিজার্ভ এখন ২ হাজার কোটি ডলারের ঘরে স্থিতিশীল রয়েছে। অভ্যন্তরীণ বাজেট সহায়তা হিসেবে বিশ্বব্যাংক ও এশীয় উন্নয়ন ব্যাংকের কাছ থেকে ২০০ কোটি ডলার ঋণ পাওয়ার প্রত্যাশা করছে সরকার। চলতি অর্থবছরের প্রথম ছয় মাসে বৈদেশিক ঋণ ছাড় হয়েছে ৩৫০ কোটি ডলার। এদিকে ডলারের বিনিময় হার বাজারভিত্তিক করার শর্তে আইএমএফের ঋণের কিস্তি ছাড়ের আলোচনাও এগিয়েছে। রিজার্ভ এখন ২ হাজার কোটি ডলারের ঘরে স্থিতিশীল রয়েছে। অভ্যন্তরীণ বাজেট সহায়তা হিসেবে বিশ্বব্যাংক ও এশীয় উন্নয়ন ব্যাংকের কাছ থেকে ২০০ কোটি ডলার ঋণ পাওয়ার প্রত্যাশা করছে সরকার। চলতি অর্থবছরের প্রথম ছয় মাসে বৈদেশিক ঋণ ছাড় হয়েছে ৩৫০ কোটি ডলার। এদিকে ডলারের বিনিময় হার বাজারভিত্তিক করার শর্তে আইএমএফের ঋণের কিস্তি ছাড়ের আলোচনাও এগিয়েছে। রিজার্ভ এখন ২ হাজার কোটি ডলারের ঘরে স্থিতিশীল রয়েছে। অভ্যন্তরীণ বাজেট সহায়তা হিসেবে বিশ্বব্যাংক ও এশীয় উন্নয়ন ব্যাংকের কাছ থেকে ২০০ কোটি ডলার ঋণ পাওয়ার প্রত্যাশা করছে সরকার। চলতি অর্থবছরের প্রথম ছয় মাসে বৈদেশিক ঋণ ছাড় হয়েছে ৩৫০ কোটি ডলার। এদিকে ডলারের বিনিময় হার বাজারভিত্তিক করার শর্তে আইএমএফের ঋণের কিস্তি ছাড়ের আলোচনাও এগিয়েছে। রিজার্ভ এখন ২ হাজার কোটি ডলারের ঘরে স্থিতিশীল রয়েছে। (806, 87, 988, 655)
page-number: ২ (260, 10, 293, 68)
article-headline: বগুড়া পুলিশ লাইনে গোপন বন্দিশালার (630, 822, 768, 853)
article-body: বিএনপির মহাসচিব মির্জা ফখরুল ইসলাম আলমগীরকে রাজধানীর একটি বেসরকারি হাসপাতালে ভর্তি করা হয়েছে। দলীয় সূত্র জানায়, নিয়মিত স্বাস্থ্য পরীক্ষার অংশ হিসেবে তাঁকে হাসপাতালে নেওয়া হয়। চিকিৎসকেরা জানিয়েছেন, তাঁর শারীরিক অবস্থা স্থিতিশীল রয়েছে। পরীক্ষা-নিরীক্ষা শেষে দু-এক দিনের মধ্যে তাঁকে ছাড়পত্র দেওয়া হতে পারে। (410, 812, 592, 912)
article (609, 1242, 790, 1546)
date-box (14, 10, 209, 68)
article-headline: পুরোনো সংবিধান (457, 1000, 545, 1016)
continued-from-label: প্রথম পৃষ্ঠার পর (78, 960, 131, 971)
article-headline: দুর্বল ব্যাংকগুলোর রিকভারিতে ৫-১০ (622, 233, 776, 264)
article-headline: সাদিক অ্যাগ্রোর ইমরানের ১৩৩ কোটি (27, 87, 182, 118)
article (609, 1057, 790, 1235)
columns-area (14, 87, 1186, 1833)
article (410, 920, 591, 994)
date-line: ৫ মার্চ ২০২৫ ◆ ২০ ফাল্গুন ১৪৩১ (42, 48, 181, 59)
article-body: হ্যাঁ, প্রতারিত গ্রাহকদের অর্থ ফেরত দিতে একটি তহবিল গঠনের প্রস্তাব বিবেচনায় রয়েছে। কয়েকটি প্রতিষ্ঠানের বিরুদ্ধে করা মামলার নিষ্পত্তি দ্রুত করার নির্দেশও দেওয়া হয়েছে। ভুক্তভোগীরা বলছেন, দীর্ঘদিনেও টাকা ফেরত না পাওয়ায় তাঁরা হতাশ হয়ে পড়েছেন। হ্যাঁ, প্রতারিত গ্রাহকদের অর্থ ফেরত দিতে একটি তহবিল গঠনের প্রস্তাব বিবেচনায় রয়েছে। কয়েকটি প্রতিষ্ঠানের বিরুদ্ধে করা মামলার নিষ্পত্তি দ্রুত করার নির্দেশও দেওয়া হয়েছে। ভুক্তভোগীরা বলছেন, দীর্ঘদিনেও টাকা ফেরত না পাওয়ায় তাঁরা হতাশ হয়ে পড়েছেন। (608, 87, 790, 225)
continued-from-label: প্রথম পৃষ্ঠার পর (475, 796, 527, 807)
masthead-block (995, 10, 1186, 68)
continued-from-label: প্রথম পৃষ্ঠার পর (1069, 789, 1122, 800)
article-body: ডিসেম্বর শেষে মেয়াদি আমানতের পরিমাণ ছিল ১১ লাখ ৪৫ হাজার কোটি টাকা, আর চলতি আমানত ৪ লাখ ৯৯ হাজার কোটি টাকা। ২০২৪ সালের জুন শেষে আমানতের পরিমাণ ছিল ১৬ লাখ ১২ হাজার কোটি টাকা; অর্থাৎ ছয় মাসে আমানত বেড়েছে ৩২ হাজার কোটি টাকার বেশি। ব্যাংকাররা বলছেন, সুদহার বাড়ায় সঞ্চয়ে মানুষের আগ্রহ বাড়ছে। ডিসেম্বর শেষে মেয়াদি আমানতের পরিমাণ ছিল ১১ লাখ ৪৫ হাজার কোটি টাকা, আর চলতি আমানত ৪ লাখ ৯৯ হাজার কোটি টাকা। ২০২৪ সালের জুন শেষে আমানতের পরিমাণ ছিল ১৬ লাখ ১২ হাজার কোটি টাকা; অর্থাৎ ছয় মাসে আমানত বেড়েছে ৩২ হাজার কোটি টাকার বেশি। ব্যাংকাররা বলছেন, সুদহার বাড়ায় সঞ্চয়ে মানুষের আগ্রহ বাড়ছে। ডিসেম্বর শেষে মেয়াদি আমানতের পরিমাণ ছিল ১১ লাখ ৪৫ হাজার কোটি টাকা, আর চলতি আমানত ৪ লাখ ৯৯ হাজার কোটি টাকা। ২০২৪ সালের জুন শেষে আমানতের পরিমাণ ছিল ১৬ লাখ ১২ হাজার কোটি টাকা; অর্থাৎ ছয় মাসে আমানত বেড়েছে ৩২ হাজার কোটি টাকার বেশি। ব্যাংকাররা বলছেন, সুদহার বাড়ায় সঞ্চয়ে মানুষের আগ্রহ বাড়ছে। ডিসেম্বর শেষে মেয়াদি আমানতের পরিমাণ ছিল ১১ লাখ ৪৫ হাজার কোটি টাকা, আর চলতি আমানত ৪ লাখ ৯৯ হাজার কোটি টাকা। ২০২৪ সালের জুন শেষে আমানতের পরিমাণ ছিল ১৬ লাখ ১২ হাজার কোটি টাকা; অর্থাৎ ছয় মাসে আমানত বেড়েছে ৩২ হাজার কোটি টাকার বেশি। ব্যাংকাররা বলছেন, সুদহার বাড়ায় সঞ্চয়ে মানুষের আগ্রহ বাড়ছে। ডিসেম্বর শেষে মেয়াদি আমানতের পরিমাণ ছিল ১১ লাখ ৪৫ হাজার কোটি টাকা, আর চলতি আমানত ৪ লাখ ৯৯ হাজার কোটি টাকা। ২০২৪ সালের জুন শেষে আমানতের পরিমাণ ছিল ১৬ লাখ ১২ হাজার কোটি টাকা; অর্থাৎ ছয় মাসে আমানত বেড়েছে ৩২ হাজার কোটি টাকার বেশি। ব্যাংকাররা বলছেন, সুদহার বাড়ায় সঞ্চয়ে মানুষের আগ্রহ বাড়ছে। ডিসেম্বর শেষে মেয়াদি আমানতের পরিমাণ ছিল ১১ লাখ ৪৫ হাজার কোটি টাকা, আর চলতি আমানত ৪ লাখ ৯৯ হাজার কোটি টাকা। ২০২৪ সালের জুন শেষে আমানতের পরিমাণ ছিল ১৬ লাখ ১২ হাজার কোটি টাকা; অর্থাৎ ছয় মাসে আমানত বেড়েছে ৩২ হাজার কোটি টাকার বেশি। ব্যাংকাররা বলছেন, সুদহার বাড়ায় সঞ্চয়ে মানুষের আগ্রহ বাড়ছে। ডিসেম্বর শেষে মেয়াদি আমানতের পরিমাণ ছিল ১১ লাখ ৪৫ হাজার কোটি টাকা, আর চলতি আমানত ৪ লাখ ৯৯ হাজার কোটি টাকা। ২০২৪ সালের জুন শেষে আমানতের পরিমাণ ছিল ১৬ লাখ ১২ হাজার কোটি টাকা; অর্থাৎ ছয় মাসে আমানত বেড়েছে ৩২ হাজার কোটি টাকার বেশি। ব্যাংকাররা বলছেন, সুদহার বাড়ায় সঞ্চয়ে মানুষের আগ্রহ বাড়ছে। ডিসেম্বর শেষে মেয়াদি আমানতের পরিমাণ ছিল ১১ লাখ ৪৫ হাজার কোটি টাকা, আর চলতি আমানত ৪ লাখ ৯৯ হাজার কোটি টাকা। ২০২৪ সালের জুন শেষে আমানতের পরিমাণ ছিল ১৬ লাখ ১২ হাজার কোটি টাকা; অর্থাৎ ছয় মাসে আমানত বেড়েছে ৩২ হাজার কোটি টাকার বেশি। ব্যাংকাররা বলছেন, সুদহার বাড়ায় সঞ্চয়ে মানুষের আগ্রহ বাড়ছে। (212, 87, 394, 844)
article (14, 795, 195, 935)
article-continuation (807, 87, 988, 656)
news-column (600, 87, 798, 1833)
article-headline: ব্যাংক খাতে আস্থাহীনতা কমছে (28, 941, 182, 957)
weekday-label: বুধবার (88, 19, 135, 39)
continued-from-label: প্রথম পৃষ্ঠার পর (1069, 579, 1122, 590)
